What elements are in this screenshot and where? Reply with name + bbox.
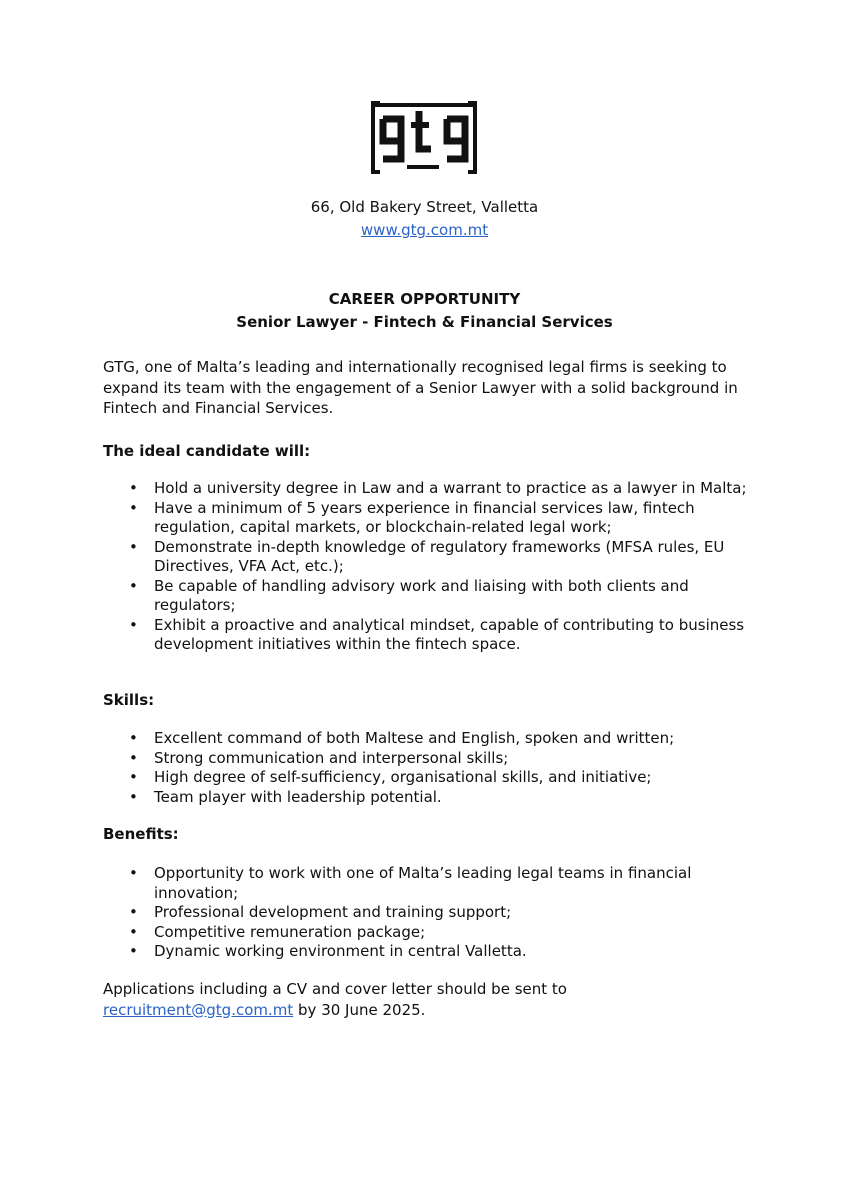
closing-paragraph	[103, 979, 763, 1020]
list-item: • Dynamic working environment in central Valletta.	[129, 942, 527, 960]
intro-paragraph: GTG, one of Malta’s leading and internationally recognised legal firms is seeking to expand its team with the engagement of a Senior Lawyer with a solid background in Fintech and Financial Services.	[103, 358, 738, 417]
list-item: • Professional development and training support;	[129, 903, 512, 921]
bullet-icon: •	[129, 729, 138, 747]
bullet-icon: •	[129, 864, 138, 882]
bullet-icon: •	[129, 903, 138, 921]
ideal-candidate-list	[103, 479, 753, 655]
benefits-list	[103, 864, 753, 962]
bullet-icon: •	[129, 768, 138, 786]
skills-list	[103, 729, 753, 807]
bullet-icon: •	[129, 748, 138, 767]
list-item: • Strong communication and interpersonal skills;	[129, 748, 509, 767]
list-item: • Competitive remuneration package;	[129, 922, 426, 941]
closing-text: Applications including a CV and cover letter should be sent to	[103, 980, 567, 998]
benefits-heading: Benefits:	[103, 825, 179, 843]
bullet-icon: •	[129, 922, 138, 941]
ideal-candidate-heading: The ideal candidate will:	[103, 442, 311, 460]
bullet-icon: •	[129, 498, 138, 517]
email-link[interactable]: recruitment@gtg.com.mt	[103, 1000, 294, 1019]
bullet-icon: •	[129, 537, 138, 556]
list-item: • Have a minimum of 5 years experience in financial services law, fintech regulation, capital markets, or blockchain-related legal work;	[129, 498, 695, 536]
list-item: • Opportunity to work with one of Malta’s leading legal teams in financial innovation;	[129, 864, 692, 902]
website-line	[0, 219, 849, 242]
list-item: • Excellent command of both Maltese and English, spoken and written;	[129, 729, 675, 747]
bullet-icon: •	[129, 787, 138, 806]
bullet-icon: •	[129, 479, 138, 497]
list-item: • Be capable of handling advisory work and liaising with both clients and regulators;	[129, 576, 689, 614]
list-item: • High degree of self-sufficiency, organisational skills, and initiative;	[129, 768, 652, 786]
bullet-icon: •	[129, 615, 138, 634]
list-item: • Demonstrate in-depth knowledge of regulatory frameworks (MFSA rules, EU Directives, VFA Act, etc.);	[129, 537, 725, 575]
address: 66, Old Bakery Street, Valletta	[310, 198, 539, 216]
bullet-icon: •	[129, 942, 138, 960]
job-title: Senior Lawyer - Fintech & Financial Services	[236, 313, 613, 331]
page-title: CAREER OPPORTUNITY	[328, 290, 521, 308]
bullet-icon: •	[129, 576, 138, 595]
skills-heading: Skills:	[103, 691, 155, 709]
list-item: • Team player with leadership potential.	[129, 787, 442, 806]
website-link[interactable]: www.gtg.com.mt	[360, 221, 489, 239]
list-item: • Exhibit a proactive and analytical mindset, capable of contributing to business development initiatives within the fintech space.	[129, 615, 745, 653]
list-item: • Hold a university degree in Law and a warrant to practice as a lawyer in Malta;	[129, 479, 747, 497]
deadline-text: by 30 June 2025.	[293, 1000, 426, 1019]
gtg-logo	[371, 101, 477, 174]
